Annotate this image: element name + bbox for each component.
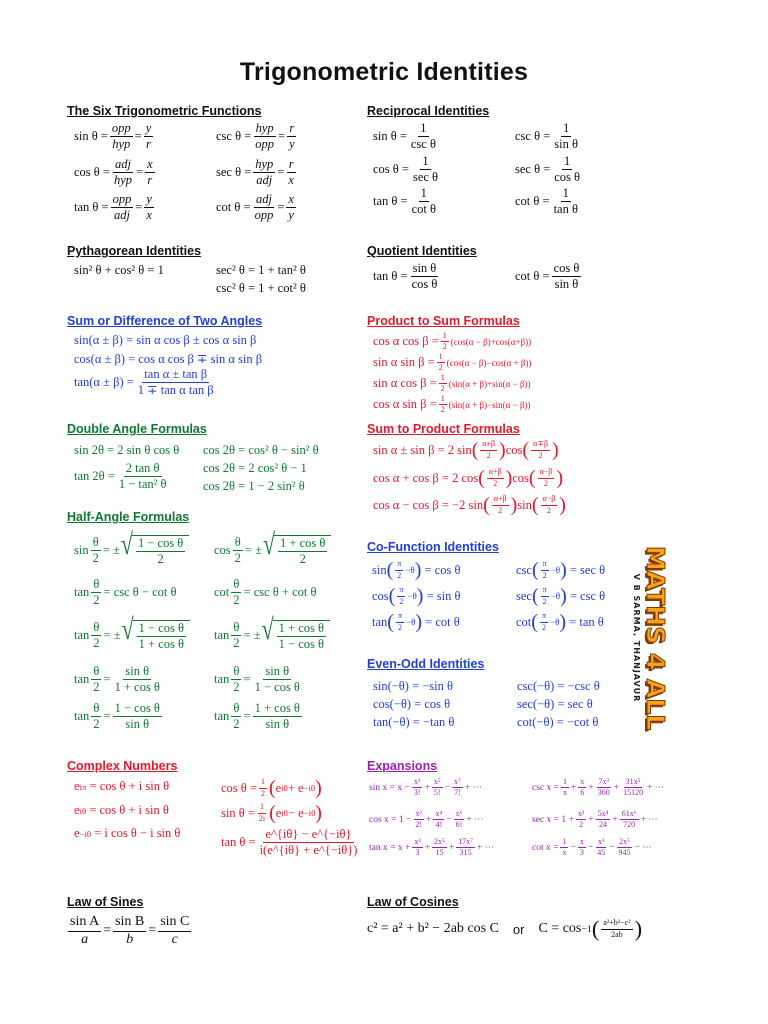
identity-six-cos: cos θ = $\frac{\text{adj}}{\text{hyp}}$ = $\frac{x}{r}$ [74,157,153,188]
identity-ha-tan-2: tan $\frac{\theta}{2}$ = ± √ $\frac{\text{1 − cos θ}}{\text{1 + cos θ}}$ [74,620,190,651]
identity-sp-1: sin α ± sin β = 2 sin ( $\frac{\alpha\pm\beta}{2}$ ) cos ( $\frac{\alpha\mp\beta}{2}$ ) [373,439,559,461]
identity-pyth-1: sin² θ + cos² θ = 1 [74,263,164,277]
identity-eo-cot: cot(−θ) = −cot θ [517,715,599,729]
identity-cx-cos: cos θ = $\frac{1}{2}$ ( e iθ + e −iθ ) [221,777,322,799]
expansion-sin: sin x = x − $\frac{\text{x³}}{3!}$ + $\frac{\text{x⁵}}{5!}$ − $\frac{\text{x⁷}}{7!}$ + ⋯ [369,777,483,798]
identity-db-cos-3: cos 2θ = 1 − 2 sin² θ [203,479,305,493]
identity-rec-csc: csc θ = $\frac{1}{\text{sin θ}}$ [515,121,578,152]
identity-six-tan: tan θ = $\frac{\text{opp}}{\text{adj}}$ = $\frac{y}{x}$ [74,192,152,223]
heading-co-function: Co-Function Identities [367,540,499,554]
heading-expansions: Expansions [367,759,438,773]
identity-law-sines: $\frac{\text{sin A}}{a}$ = $\frac{\text{sin B}}{b}$ = $\frac{\text{sin C}}{c}$ [70,914,190,947]
identity-rec-sin: sin θ = $\frac{1}{\text{csc θ}}$ [373,121,436,152]
expansion-cot: cot x = $\frac{1}{x}$ − $\frac{x}{3}$ − $\frac{\text{x³}}{45}$ − $\frac{\text{2x⁵}}{945}$ − ⋯ [532,837,652,858]
identity-ps-3: sin α cos β = $\frac{1}{2}$ (sin(α + β)+sin(α − β)) [373,373,531,394]
identity-six-csc: csc θ = $\frac{\text{hyp}}{\text{opp}}$ = $\frac{r}{y}$ [216,121,295,152]
identity-law-cosines: c² = a² + b² − 2ab cos C or C = cos −1 ( $\frac{\text{a²+b²−c²}}{2ab}$ ) [367,916,643,941]
identity-ha-tan-6: tan $\frac{\theta}{2}$ = $\frac{\text{1 + cos θ}}{\text{sin θ}}$ [214,701,300,732]
identity-ha-cos: cos $\frac{\theta}{2}$ = ± √ $\frac{\text{1 + cos θ}}{2}$ [214,535,331,566]
heading-double-angle: Double Angle Formulas [67,422,207,436]
identity-sp-2: cos α + cos β = 2 cos ( $\frac{\alpha+\beta}{2}$ ) cos ( $\frac{\alpha-\beta}{2}$ ) [373,467,564,489]
identity-sd-tan: tan(α ± β) = $\frac{\text{tan α ± tan β}}{\text{1 ∓ tan α tan β}}$ [74,367,214,398]
identity-ha-sin: sin $\frac{\theta}{2}$ = ± √ $\frac{\text{1 − cos θ}}{2}$ [74,535,189,566]
identity-eo-csc: csc(−θ) = −csc θ [517,679,600,693]
identity-cx-1: e iπ = cos θ + i sin θ [74,779,170,793]
heading-product-to-sum: Product to Sum Formulas [367,314,520,328]
identity-sd-cos: cos(α ± β) = cos α cos β ∓ sin α sin β [74,352,263,366]
identity-rec-sec: sec θ = $\frac{1}{\text{cos θ}}$ [515,154,581,185]
identity-cf-tan: tan ( $\frac{\pi}{2}$ −θ ) = cot θ [372,611,460,633]
heading-pythagorean-identities: Pythagorean Identities [67,244,202,258]
identity-eo-cos: cos(−θ) = cos θ [373,697,451,711]
heading-reciprocal-identities: Reciprocal Identities [367,104,490,118]
identity-eo-sin: sin(−θ) = −sin θ [373,679,453,693]
identity-ha-cot-2: tan $\frac{\theta}{2}$ = ± √ $\frac{\text{1 + cos θ}}{\text{1 − cos θ}}$ [214,620,330,651]
heading-six-trig-functions: The Six Trigonometric Functions [67,104,262,118]
identity-eo-sec: sec(−θ) = sec θ [517,697,593,711]
identity-ha-cot-1: cot $\frac{\theta}{2}$ = csc θ + cot θ [214,577,317,608]
identity-pyth-3: csc² θ = 1 + cot² θ [216,281,306,295]
identity-six-sin: sin θ = $\frac{\text{opp}}{\text{hyp}}$ = $\frac{y}{r}$ [74,121,152,152]
expansion-tan: tan x = x + $\frac{\text{x³}}{3}$ + $\frac{\text{2x⁵}}{15}$ + $\frac{\text{17x⁷}}{315}$ + ⋯ [369,837,495,858]
identity-cx-sin: sin θ = $\frac{1}{2i}$ ( e iθ − e −iθ ) [221,802,322,824]
identity-cf-cot: cot ( $\frac{\pi}{2}$ −θ ) = tan θ [516,611,604,633]
identity-rec-tan: tan θ = $\frac{1}{\text{cot θ}}$ [373,186,436,217]
identity-cf-cos: cos ( $\frac{\pi}{2}$ −θ ) = sin θ [372,585,461,607]
page-title: Trigonometric Identities [239,58,529,86]
identity-six-cot: cot θ = $\frac{\text{adj}}{\text{opp}}$ = $\frac{x}{y}$ [216,192,294,223]
expansion-sec: sec x = 1 + $\frac{\text{x²}}{2}$ + $\frac{\text{5x⁴}}{24}$ + $\frac{\text{61x⁶}}{720}$ + ⋯ [532,809,658,830]
identity-six-sec: sec θ = $\frac{\text{hyp}}{\text{adj}}$ = $\frac{r}{x}$ [216,157,294,188]
identity-ps-4: cos α sin β = $\frac{1}{2}$ (sin(α + β)−sin(α − β)) [373,394,531,415]
heading-even-odd: Even-Odd Identities [367,657,485,671]
identity-ps-2: sin α sin β = $\frac{1}{2}$ (cos(α − β)−cos(α + β)) [373,352,532,373]
identity-db-tan: tan 2θ = $\frac{\text{2 tan θ}}{\text{1 − tan² θ}}$ [74,461,167,492]
identity-ha-tan-4: tan $\frac{\theta}{2}$ = $\frac{\text{sin θ}}{\text{1 − cos θ}}$ [214,664,300,695]
identity-eo-tan: tan(−θ) = −tan θ [373,715,455,729]
identity-quo-tan: tan θ = $\frac{\text{sin θ}}{\text{cos θ}}$ [373,261,438,292]
expansion-cos: cos x = 1 − $\frac{\text{x²}}{2!}$ + $\frac{\text{x⁴}}{4!}$ − $\frac{\text{x⁶}}{6!}$ + ⋯ [369,809,484,830]
heading-law-of-cosines: Law of Cosines [367,895,459,909]
heading-quotient-identities: Quotient Identities [367,244,477,258]
identity-ps-1: cos α cos β = $\frac{1}{2}$ (cos(α − β)+cos(α+β)) [373,331,532,352]
identity-cf-sec: sec ( $\frac{\pi}{2}$ −θ ) = csc θ [516,585,606,607]
identity-cx-2: e iθ = cos θ + i sin θ [74,803,169,817]
identity-ha-tan-5: tan $\frac{\theta}{2}$ = $\frac{\text{1 − cos θ}}{\text{sin θ}}$ [74,701,160,732]
heading-half-angle: Half-Angle Formulas [67,510,190,524]
identity-rec-cot: cot θ = $\frac{1}{\text{tan θ}}$ [515,186,578,217]
identity-ha-tan-1: tan $\frac{\theta}{2}$ = csc θ − cot θ [74,577,177,608]
heading-sum-to-product: Sum to Product Formulas [367,422,520,436]
identity-cf-csc: csc ( $\frac{\pi}{2}$ −θ ) = sec θ [516,559,606,581]
identity-sd-sin: sin(α ± β) = sin α cos β ± cos α sin β [74,333,257,347]
identity-rec-cos: cos θ = $\frac{1}{\text{sec θ}}$ [373,154,439,185]
identity-cx-3: e −iθ = i cos θ − i sin θ [74,826,181,840]
maths-4-all-logo: MATHS 4 ALL V B SARMA, THANJAVUR [632,545,670,731]
identity-sp-3: cos α − cos β = −2 sin ( $\frac{\alpha+\beta}{2}$ ) sin ( $\frac{\alpha-\beta}{2}$ ) [373,494,566,516]
identity-cx-tan: tan θ = $\frac{e\^{}\{i\theta\} - e\^{}\{-i\theta\}}{i(e\^{}\{i\theta\} + e\^{}\{-i\theta\})}$ [221,827,358,858]
expansion-csc: csc x = $\frac{1}{x}$ + $\frac{x}{6}$ + $\frac{\text{7x³}}{360}$ + $\frac{\text{31x⁵}}{15120}$ + ⋯ [532,777,665,798]
heading-complex-numbers: Complex Numbers [67,759,178,773]
identity-cf-sin: sin ( $\frac{\pi}{2}$ −θ ) = cos θ [372,559,461,581]
heading-law-of-sines: Law of Sines [67,895,144,909]
identity-ha-tan-3: tan $\frac{\theta}{2}$ = $\frac{\text{sin θ}}{\text{1 + cos θ}}$ [74,664,160,695]
heading-sum-difference: Sum or Difference of Two Angles [67,314,263,328]
identity-pyth-2: sec² θ = 1 + tan² θ [216,263,306,277]
identity-db-cos-1: cos 2θ = cos² θ − sin² θ [203,443,319,457]
identity-quo-cot: cot θ = $\frac{\text{cos θ}}{\text{sin θ}}$ [515,261,580,292]
identity-db-sin: sin 2θ = 2 sin θ cos θ [74,443,180,457]
identity-db-cos-2: cos 2θ = 2 cos² θ − 1 [203,461,307,475]
